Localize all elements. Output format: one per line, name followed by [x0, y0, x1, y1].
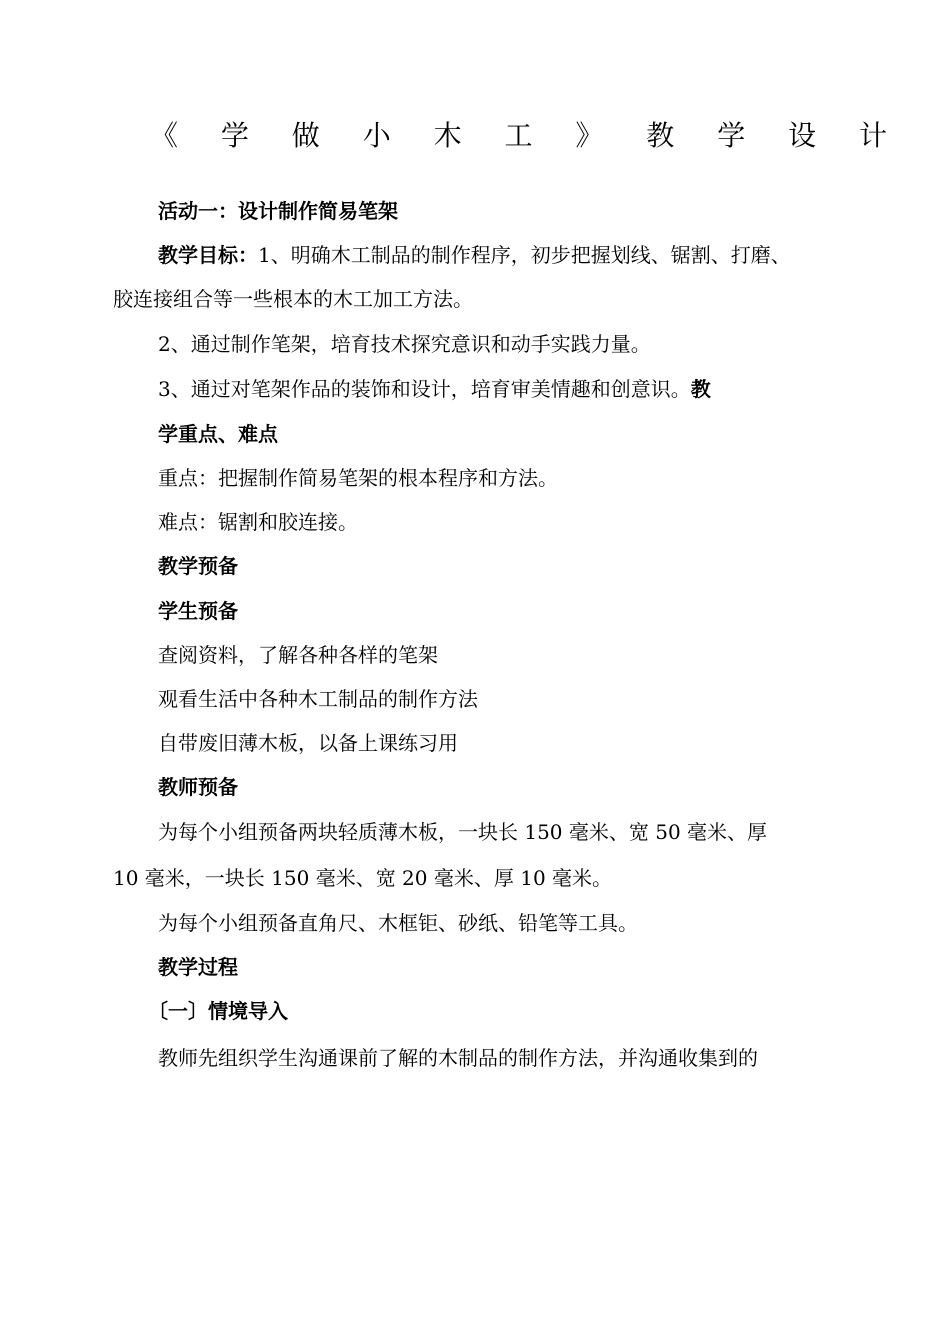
student-preparation-item: 自带废旧薄木板，以备上课练习用 — [158, 731, 458, 755]
objectives-label: 教学目标： — [158, 243, 258, 267]
objective-item-2: 2、通过制作笔架，培育技术探究意识和动手实践力量。 — [158, 332, 651, 356]
process-section-1-heading: 〔一〕情境导入 — [148, 999, 288, 1023]
objective-item-3: 3、通过对笔架作品的装饰和设计，培育审美情趣和创意识。 — [158, 377, 691, 401]
student-preparation-item: 观看生活中各种木工制品的制作方法 — [158, 687, 478, 711]
key-point-focus: 重点：把握制作简易笔架的根本程序和方法。 — [158, 466, 558, 490]
preparation-heading: 教学预备 — [158, 554, 238, 578]
teacher-preparation-heading: 教师预备 — [158, 775, 238, 799]
key-points-heading: 学重点、难点 — [158, 422, 278, 446]
process-section-1-text: 教师先组织学生沟通课前了解的木制品的制作方法，并沟通收集到的 — [158, 1046, 758, 1070]
teacher-preparation-line-2: 10 毫米，一块长 150 毫米、宽 20 毫米、厚 10 毫米。 — [113, 866, 613, 890]
teacher-preparation-line-1: 为每个小组预备两块轻质薄木板，一块长 150 毫米、宽 50 毫米、厚 — [158, 820, 768, 844]
objective-item-1: 1、明确木工制品的制作程序，初步把握划线、锯割、打磨、 — [258, 243, 791, 267]
key-point-difficulty: 难点：锯割和胶连接。 — [158, 510, 358, 534]
process-heading: 教学过程 — [158, 955, 238, 979]
objectives-line-1 — [158, 240, 791, 270]
document-title: 《 学 做 小 木 工 》 教 学 设 计 — [150, 119, 905, 152]
student-preparation-heading: 学生预备 — [158, 599, 238, 623]
objectives-line-3 — [158, 374, 711, 404]
objective-item-1-continued: 胶连接组合等一些根本的木工加工方法。 — [113, 287, 473, 311]
student-preparation-item: 查阅资料，了解各种各样的笔架 — [158, 643, 438, 667]
teacher-preparation-line-3: 为每个小组预备直角尺、木框钜、砂纸、铅笔等工具。 — [158, 911, 638, 935]
key-points-heading-start: 教 — [690, 377, 711, 401]
activity-heading: 活动一：设计制作简易笔架 — [158, 199, 398, 223]
